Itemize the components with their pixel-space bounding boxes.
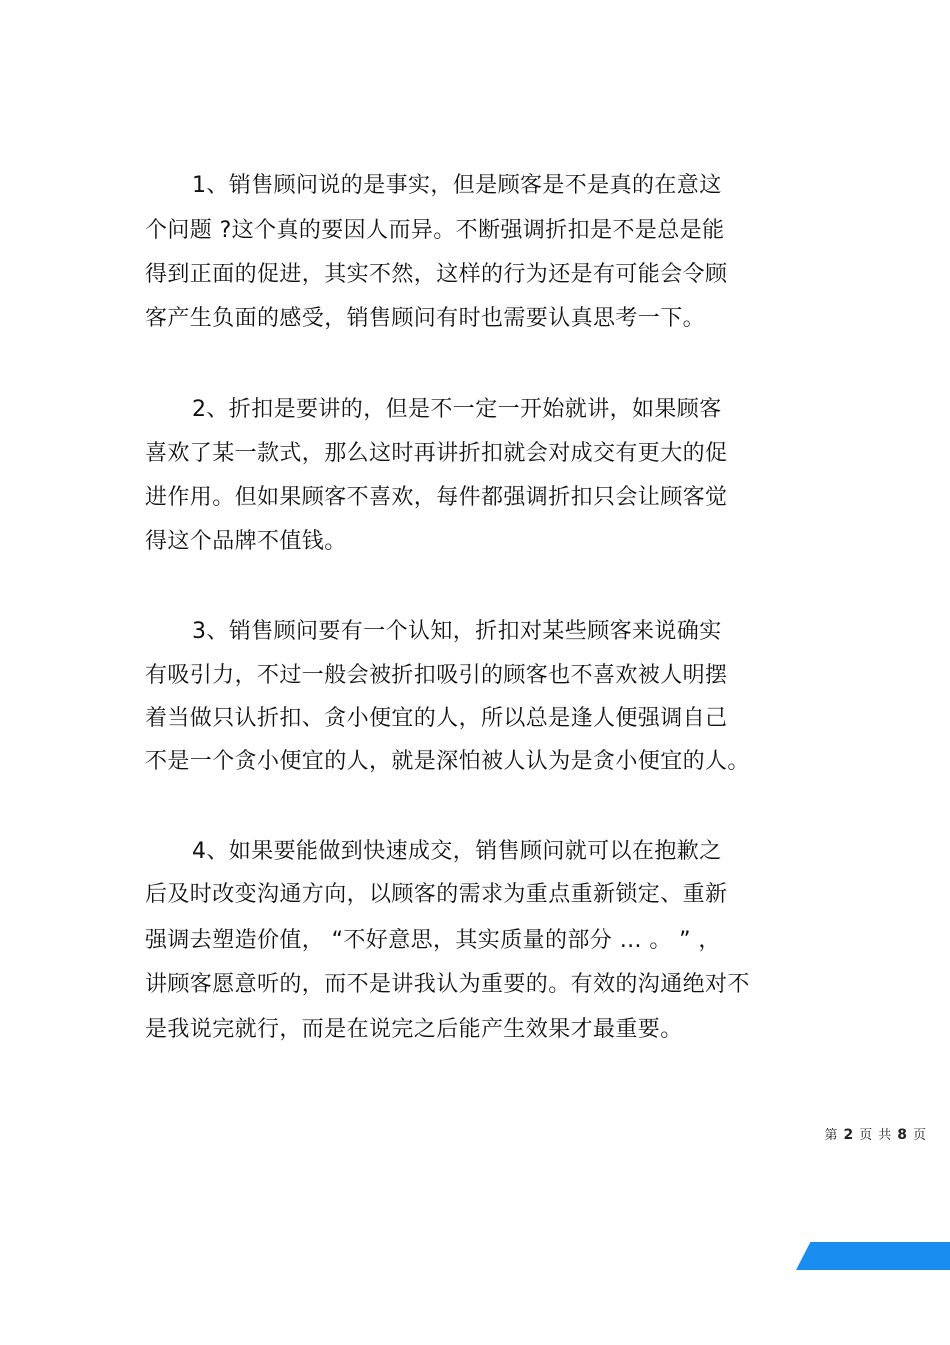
decorative-corner-band [796, 1242, 950, 1270]
total-pages-number: 8 [897, 1127, 907, 1143]
paragraph-4-line-3: 强调去塑造价值， “不好意思，其实质量的部分 … 。 ” ， [145, 928, 721, 953]
paragraph-2-line-1: 2、折扣是要讲的，但是不一定一开始就讲，如果顾客 [192, 397, 722, 422]
paragraph-3-line-3: 着当做只认折扣、贪小便宜的人，所以总是逢人便强调自己 [145, 706, 728, 731]
paragraph-3-line-2: 有吸引力，不过一般会被折扣吸引的顾客也不喜欢被人明摆 [145, 663, 728, 688]
paragraph-3-line-4: 不是一个贪小便宜的人，就是深怕被人认为是贪小便宜的人。 [145, 749, 750, 774]
paragraph-1-line-4: 客产生负面的感受，销售顾问有时也需要认真思考一下。 [145, 306, 706, 331]
paragraph-4-line-2: 后及时改变沟通方向，以顾客的需求为重点重新锁定、重新 [145, 882, 728, 907]
paragraph-2-line-2: 喜欢了某一款式，那么这时再讲折扣就会对成交有更大的促 [145, 441, 728, 466]
page-word: 页 [859, 1128, 873, 1143]
page-prefix: 第 [824, 1128, 838, 1143]
paragraph-1-line-2: 个问题 ?这个真的要因人而异。不断强调折扣是不是总是能 [145, 218, 725, 243]
total-word: 共 [878, 1128, 892, 1143]
current-page-number: 2 [843, 1127, 854, 1143]
paragraph-2-line-3: 进作用。但如果顾客不喜欢，每件都强调折扣只会让顾客觉 [145, 485, 728, 510]
page-suffix: 页 [912, 1128, 926, 1143]
paragraph-3-line-1: 3、销售顾问要有一个认知，折扣对某些顾客来说确实 [192, 619, 722, 644]
page-number [824, 1124, 926, 1143]
paragraph-4-line-1: 4、如果要能做到快速成交，销售顾问就可以在抱歉之 [192, 839, 722, 864]
paragraph-1-line-1: 1、销售顾问说的是事实，但是顾客是不是真的在意这 [192, 173, 722, 198]
paragraph-2-line-4: 得这个品牌不值钱。 [145, 529, 347, 554]
paragraph-1-line-3: 得到正面的促进，其实不然，这样的行为还是有可能会令顾 [145, 262, 728, 287]
paragraph-4-line-5: 是我说完就行，而是在说完之后能产生效果才最重要。 [145, 1017, 683, 1042]
paragraph-4-line-4: 讲顾客愿意听的，而不是讲我认为重要的。有效的沟通绝对不 [145, 972, 750, 997]
